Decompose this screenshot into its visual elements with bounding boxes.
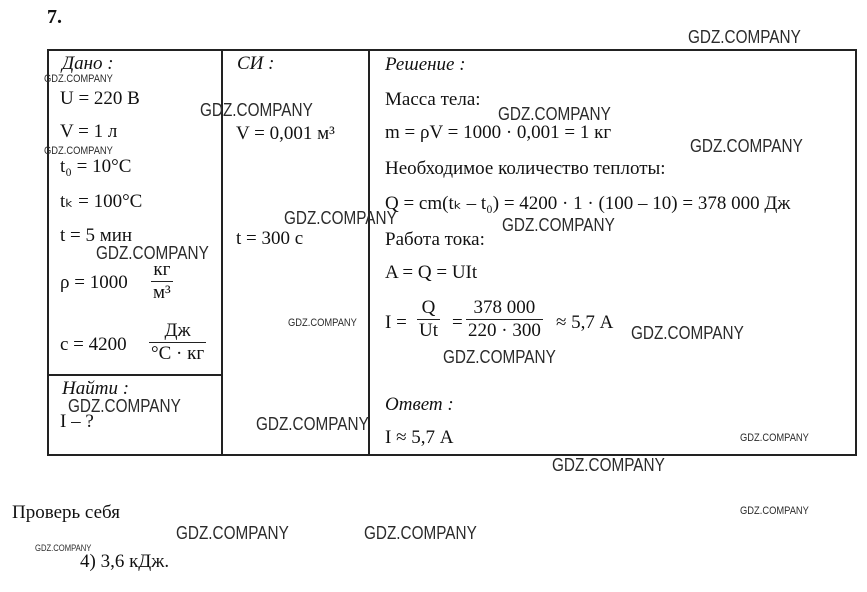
watermark: GDZ.COMPANY bbox=[35, 543, 92, 553]
watermark: GDZ.COMPANY bbox=[176, 523, 289, 543]
table-top-border bbox=[47, 49, 857, 51]
mass-label: Масса тела: bbox=[385, 89, 481, 110]
work-label: Работа тока: bbox=[385, 229, 485, 250]
density-unit-denominator: м³ bbox=[153, 282, 171, 303]
table-divider-find bbox=[47, 374, 222, 376]
watermark: GDZ.COMPANY bbox=[96, 243, 209, 263]
si-header: СИ : bbox=[237, 53, 275, 74]
given-header: Дано : bbox=[62, 53, 114, 74]
current-fraction-1-denominator: Ut bbox=[419, 320, 438, 341]
check-yourself-answer: 4) 3,6 кДж. bbox=[80, 551, 170, 572]
table-right-border bbox=[855, 49, 857, 455]
watermark: GDZ.COMPANY bbox=[740, 432, 809, 444]
check-yourself-title: Проверь себя bbox=[12, 502, 120, 523]
answer-header: Ответ : bbox=[385, 394, 454, 415]
watermark: GDZ.COMPANY bbox=[288, 317, 357, 329]
si-time: t = 300 с bbox=[236, 228, 304, 249]
current-fraction-2 bbox=[466, 297, 543, 342]
watermark: GDZ.COMPANY bbox=[552, 455, 665, 475]
answer-value: I ≈ 5,7 А bbox=[385, 427, 454, 448]
watermark: GDZ.COMPANY bbox=[498, 104, 611, 124]
given-density: ρ = 1000 bbox=[60, 272, 128, 293]
watermark: GDZ.COMPANY bbox=[256, 414, 369, 434]
given-voltage: U = 220 В bbox=[60, 88, 140, 109]
watermark: GDZ.COMPANY bbox=[690, 136, 803, 156]
watermark: GDZ.COMPANY bbox=[44, 73, 113, 85]
given-specific-heat: c = 4200 bbox=[60, 334, 127, 355]
current-lhs: I = bbox=[385, 312, 407, 333]
table-bottom-border bbox=[47, 454, 857, 456]
heat-unit-fraction bbox=[149, 320, 206, 365]
watermark: GDZ.COMPANY bbox=[502, 215, 615, 235]
given-volume: V = 1 л bbox=[60, 121, 118, 142]
find-header: Найти : bbox=[62, 378, 130, 399]
current-fraction-1 bbox=[417, 297, 440, 342]
density-unit-numerator: кг bbox=[153, 259, 171, 280]
current-equals: = bbox=[452, 312, 463, 333]
heat-equation: Q = cm(tₖ – t₀) = 4200 · 1 · (100 – 10) = 378 000 Дж bbox=[385, 193, 791, 214]
watermark: GDZ.COMPANY bbox=[688, 27, 801, 47]
current-result: ≈ 5,7 А bbox=[556, 312, 614, 333]
si-volume: V = 0,001 м³ bbox=[236, 123, 335, 144]
table-divider-si-solution bbox=[368, 49, 370, 455]
watermark: GDZ.COMPANY bbox=[631, 323, 744, 343]
heat-label: Необходимое количество теплоты: bbox=[385, 158, 666, 179]
problem-number: 7. bbox=[47, 6, 62, 28]
density-unit-fraction bbox=[151, 259, 173, 304]
given-final-temp: tₖ = 100°C bbox=[60, 191, 143, 212]
heat-unit-denominator: °C · кг bbox=[151, 343, 205, 364]
solution-header: Решение : bbox=[385, 54, 466, 75]
watermark: GDZ.COMPANY bbox=[200, 100, 313, 120]
current-fraction-2-denominator: 220 · 300 bbox=[468, 320, 541, 341]
find-item: I – ? bbox=[60, 411, 94, 432]
watermark: GDZ.COMPANY bbox=[443, 347, 556, 367]
table-left-border bbox=[47, 49, 49, 455]
heat-unit-numerator: Дж bbox=[164, 320, 191, 341]
watermark: GDZ.COMPANY bbox=[364, 523, 477, 543]
watermark: GDZ.COMPANY bbox=[284, 208, 397, 228]
watermark: GDZ.COMPANY bbox=[68, 396, 181, 416]
current-fraction-1-numerator: Q bbox=[421, 297, 436, 318]
given-initial-temp: t₀ = 10°C bbox=[60, 156, 132, 177]
mass-equation: m = ρV = 1000 · 0,001 = 1 кг bbox=[385, 122, 612, 143]
work-equation: A = Q = UIt bbox=[385, 262, 478, 283]
current-fraction-2-numerator: 378 000 bbox=[473, 297, 536, 318]
given-time: t = 5 мин bbox=[60, 225, 133, 246]
watermark: GDZ.COMPANY bbox=[44, 145, 113, 157]
watermark: GDZ.COMPANY bbox=[740, 505, 809, 517]
